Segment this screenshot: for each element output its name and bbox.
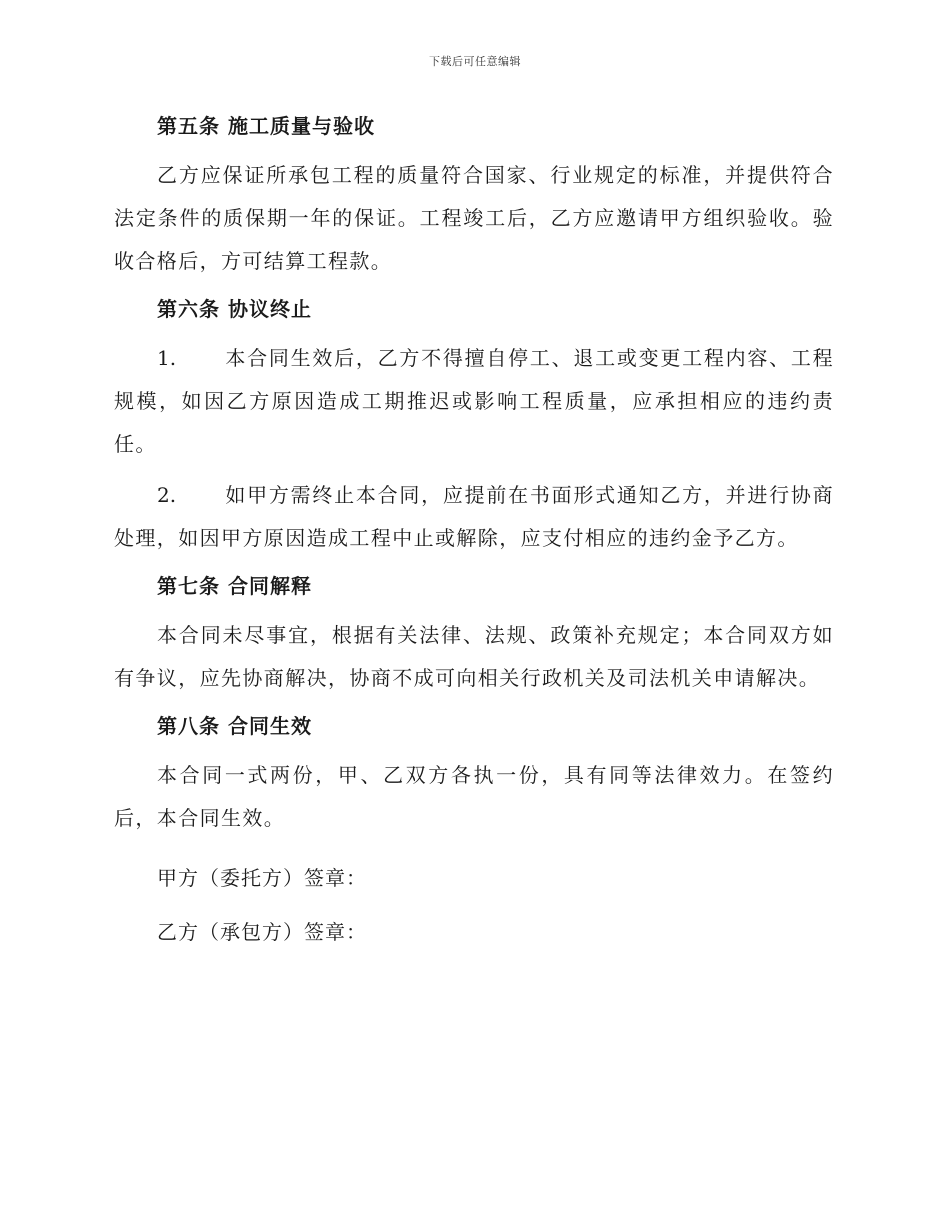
item-number: 1. — [157, 346, 177, 370]
contract-body — [114, 112, 834, 946]
article-6-item-1 — [114, 337, 834, 466]
article-8-title: 第八条 合同生效 — [157, 714, 312, 738]
page-header-note: 下载后可任意编辑 — [429, 55, 521, 68]
article-5-title: 第五条 施工质量与验收 — [157, 114, 375, 138]
article-8-body: 本合同一式两份，甲、乙双方各执一份，具有同等法律效力。在签约后，本合同生效。 — [114, 763, 834, 830]
party-b-signature-line: 乙方（承包方）签章： — [157, 920, 367, 944]
item-number: 2. — [157, 483, 177, 507]
article-5-body: 乙方应保证所承包工程的质量符合国家、行业规定的标准，并提供符合法定条件的质保期一年的保证。工程竣工后，乙方应邀请甲方组织验收。验收合格后，方可结算工程款。 — [114, 163, 834, 273]
item-text: 如甲方需终止本合同，应提前在书面形式通知乙方，并进行协商处理，如因甲方原因造成工程中止或解除，应支付相应的违约金予乙方。 — [114, 483, 834, 550]
article-7-title: 第七条 合同解释 — [157, 574, 312, 598]
item-text: 本合同生效后，乙方不得擅自停工、退工或变更工程内容、工程规模，如因乙方原因造成工期推迟或影响工程质量，应承担相应的违约责任。 — [114, 346, 834, 456]
article-6-title: 第六条 协议终止 — [157, 297, 312, 321]
article-6-item-2 — [114, 474, 834, 560]
party-a-signature-line: 甲方（委托方）签章： — [157, 866, 367, 890]
article-7-body: 本合同未尽事宜，根据有关法律、法规、政策补充规定；本合同双方如有争议，应先协商解决，协商不成可向相关行政机关及司法机关申请解决。 — [114, 623, 834, 690]
